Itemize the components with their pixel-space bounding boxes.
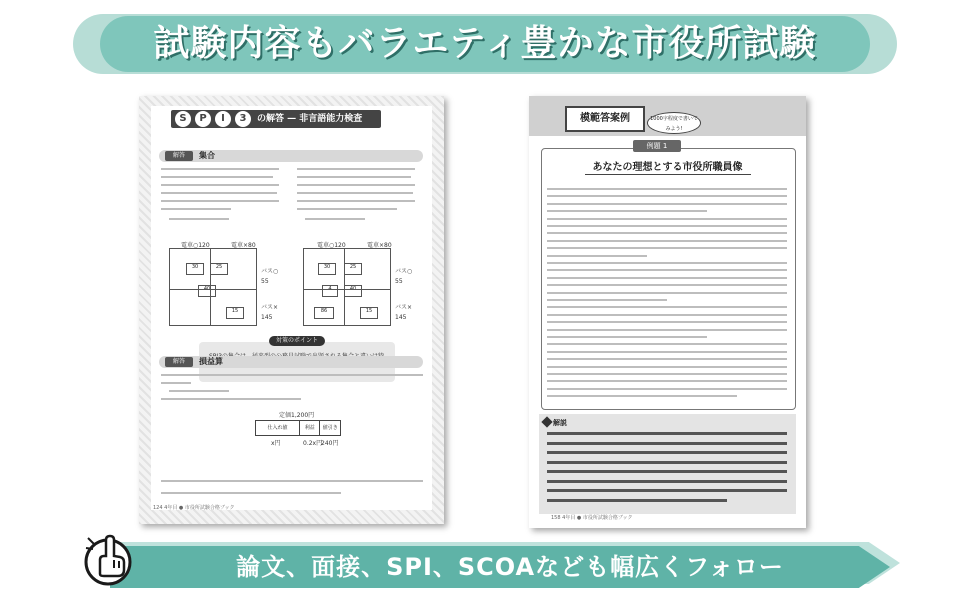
text-line	[161, 200, 279, 202]
text-line	[161, 192, 277, 194]
explanation-text-line	[547, 480, 787, 483]
text-line	[161, 382, 191, 384]
essay-text-line	[547, 188, 787, 190]
left-page-footer: 124 4年目 ● 市役所試験合格ブック	[153, 505, 235, 511]
text-line	[161, 176, 273, 178]
diagram-label: 55	[261, 278, 269, 285]
explanation-text-line	[547, 442, 787, 445]
text-line	[161, 168, 279, 170]
essay-text-line	[547, 203, 787, 205]
cost-table-top: 定価1,200円	[279, 412, 315, 419]
title-underline	[585, 174, 751, 175]
diagram-cell: 30	[318, 263, 336, 275]
cost-table-bottom: x円	[271, 440, 281, 447]
text-line	[305, 218, 365, 220]
essay-text-line	[547, 269, 787, 271]
left-page-body	[151, 106, 432, 510]
essay-text-line	[547, 343, 787, 345]
cost-table	[255, 412, 339, 460]
text-line	[169, 218, 229, 220]
text-line	[297, 200, 415, 202]
essay-text-line	[547, 232, 787, 234]
text-line	[297, 176, 411, 178]
text-line	[161, 492, 341, 494]
explanation-text-line	[547, 499, 727, 502]
essay-text-line	[547, 321, 787, 323]
diagram-cell: 86	[314, 307, 334, 319]
diagram-label: 145	[395, 314, 407, 321]
cost-table-cell: 値引き	[322, 425, 338, 431]
explanation-text-line	[547, 489, 787, 492]
essay-text-line	[547, 395, 737, 397]
text-line	[161, 480, 423, 482]
explanation-label: 解説	[553, 419, 567, 427]
section-tag: 解答	[165, 151, 193, 161]
essay-text-line	[547, 240, 787, 242]
spi-header-bar	[171, 110, 381, 128]
strategy-point-label: 対策のポイント	[269, 336, 325, 346]
diagram-cell: 30	[186, 263, 204, 275]
explanation-text-line	[547, 451, 787, 454]
diagram-cell: 15	[226, 307, 244, 319]
spi-header-text: の解答 — 非言語能力検査	[257, 114, 363, 124]
diagram-label: バス×	[261, 304, 279, 311]
section-tag: 解答	[165, 357, 193, 367]
diagram-cell: 15	[360, 307, 378, 319]
diagram-label: 電車×80	[367, 242, 392, 249]
explanation-text-line	[547, 461, 787, 464]
spi-letter-3: 3	[235, 111, 251, 127]
essay-text-line	[547, 388, 787, 390]
example-tag: 例題 1	[633, 140, 681, 152]
explanation-text-line	[547, 432, 787, 435]
diagram-label: バス○	[261, 268, 279, 275]
text-line	[297, 192, 413, 194]
essay-text-line	[547, 373, 787, 375]
model-answer-label: 模範答案例	[565, 106, 645, 132]
diagram-label: 145	[261, 314, 273, 321]
text-line	[297, 208, 397, 210]
banner-title: 試験内容もバラエティ豊かな市役所試験	[153, 23, 817, 64]
diagram-label: 電車○120	[181, 242, 210, 249]
cost-table-bottom: 0.2x円	[303, 440, 323, 447]
essay-text-line	[547, 329, 787, 331]
diagram-label: 55	[395, 278, 403, 285]
top-banner	[0, 0, 970, 86]
diagram-label: 電車×80	[231, 242, 256, 249]
explanation-text-line	[547, 470, 787, 473]
cost-table-cell: 利益	[300, 421, 321, 435]
word-count-bubble: 1000字程度で書いてみよう!	[647, 112, 701, 134]
diagram-cell	[198, 285, 216, 297]
essay-text-line	[547, 292, 787, 294]
essay-text-line	[547, 366, 787, 368]
text-line	[297, 168, 415, 170]
text-line	[161, 398, 301, 400]
bottom-banner-text: 論文、面接、SPI、SCOAなども幅広くフォロー	[236, 553, 784, 581]
right-page	[529, 96, 806, 528]
essay-text-line	[547, 284, 787, 286]
spi-letter-i: I	[215, 111, 231, 127]
diagram-label: 電車○120	[317, 242, 346, 249]
essay-text-line	[547, 314, 787, 316]
essay-text-line	[547, 299, 667, 301]
diagram-label: バス×	[395, 304, 413, 311]
essay-text-line	[547, 277, 787, 279]
diagram-cell: 25	[210, 263, 228, 275]
venn-diagram-left	[169, 248, 257, 326]
text-line	[161, 208, 231, 210]
essay-text-line	[547, 195, 787, 197]
essay-text-line	[547, 225, 787, 227]
section-bar-sets	[159, 150, 423, 162]
venn-diagram-right	[303, 248, 391, 326]
essay-text-line	[547, 247, 787, 249]
text-line	[297, 184, 415, 186]
essay-text-line	[547, 358, 787, 360]
essay-text-line	[547, 262, 787, 264]
section-name: 損益算	[199, 357, 223, 366]
essay-text-line	[547, 210, 707, 212]
pointing-hand-icon	[84, 530, 134, 590]
spi-letter-p: P	[195, 111, 211, 127]
essay-text-line	[547, 336, 707, 338]
cost-table-bottom: 240円	[321, 440, 339, 447]
essay-text-line	[547, 218, 787, 220]
section-name: 集合	[199, 151, 215, 160]
diagram-cell	[344, 285, 362, 297]
text-line	[161, 184, 279, 186]
right-page-footer: 158 4年目 ● 市役所試験合格ブック	[551, 515, 633, 521]
bottom-banner	[0, 536, 970, 600]
cost-table-cell: 仕入れ値	[256, 421, 300, 435]
essay-title: あなたの理想とする市役所職員像	[592, 162, 743, 173]
spi-letter-s: S	[175, 111, 191, 127]
essay-text-line	[547, 306, 787, 308]
section-bar-profit	[159, 356, 423, 368]
essay-text-line	[547, 255, 647, 257]
diagram-cell	[322, 285, 338, 297]
text-line	[161, 374, 423, 376]
diagram-cell: 25	[344, 263, 362, 275]
diagram-label: バス○	[395, 268, 413, 275]
left-page	[139, 96, 444, 524]
essay-text-line	[547, 380, 787, 382]
text-line	[169, 390, 229, 392]
essay-text-line	[547, 351, 787, 353]
